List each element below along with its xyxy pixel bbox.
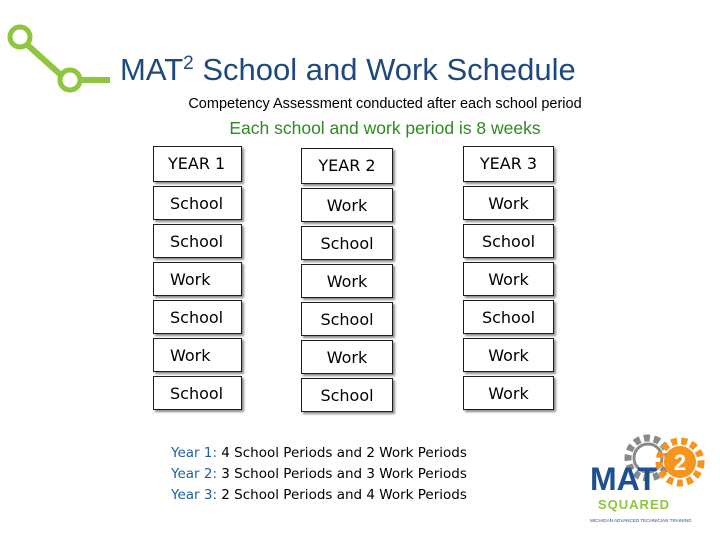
year-3-period-6: Work: [463, 376, 554, 410]
year-1-period-1: School: [153, 186, 242, 220]
subtitle: Competency Assessment conducted after each school period: [188, 96, 582, 112]
year-2-period-1: Work: [301, 188, 393, 222]
year-3-period-2: School: [463, 224, 554, 258]
period-note: Each school and work period is 8 weeks: [229, 118, 541, 138]
year-1-period-4: School: [153, 300, 242, 334]
page-title: MAT$^2$ School and Work Schedule: [120, 52, 576, 87]
year-3-period-1: Work: [463, 186, 554, 220]
svg-text:SQUARED: SQUARED: [598, 497, 671, 512]
year-1-period-5: Work: [153, 338, 242, 372]
year-2-period-3: Work: [301, 264, 393, 298]
connector-graphic: [0, 0, 110, 100]
year-2-period-2: School: [301, 226, 393, 260]
year-2-header: YEAR 2: [301, 148, 393, 184]
svg-text:MAT: MAT: [590, 461, 657, 497]
period-summary: [171, 443, 467, 506]
gear-icon: [659, 441, 701, 483]
year-3-header: YEAR 3: [463, 146, 554, 182]
mat-squared-logo: [578, 430, 710, 530]
year-1-period-3: Work: [153, 262, 242, 296]
summary-line-year-3: Year 3: 2 School Periods and 4 Work Periods: [171, 487, 467, 503]
summary-line-year-2: Year 2: 3 School Periods and 3 Work Periods: [171, 466, 467, 482]
year-2-period-5: Work: [301, 340, 393, 374]
svg-text:2: 2: [673, 450, 687, 475]
year-3-period-3: Work: [463, 262, 554, 296]
year-2-period-6: School: [301, 378, 393, 412]
connector-node: [60, 70, 80, 90]
year-1-header: YEAR 1: [153, 146, 242, 182]
svg-text:MICHIGAN ADVANCED TECHNICIAN T: MICHIGAN ADVANCED TECHNICIAN TRAINING: [590, 518, 692, 523]
year-3-period-5: Work: [463, 338, 554, 372]
year-3-period-4: School: [463, 300, 554, 334]
year-1-period-2: School: [153, 224, 242, 258]
summary-line-year-1: Year 1: 4 School Periods and 2 Work Periods: [171, 445, 467, 461]
connector-node: [10, 27, 30, 47]
year-2-period-4: School: [301, 302, 393, 336]
year-1-period-6: School: [153, 376, 242, 410]
